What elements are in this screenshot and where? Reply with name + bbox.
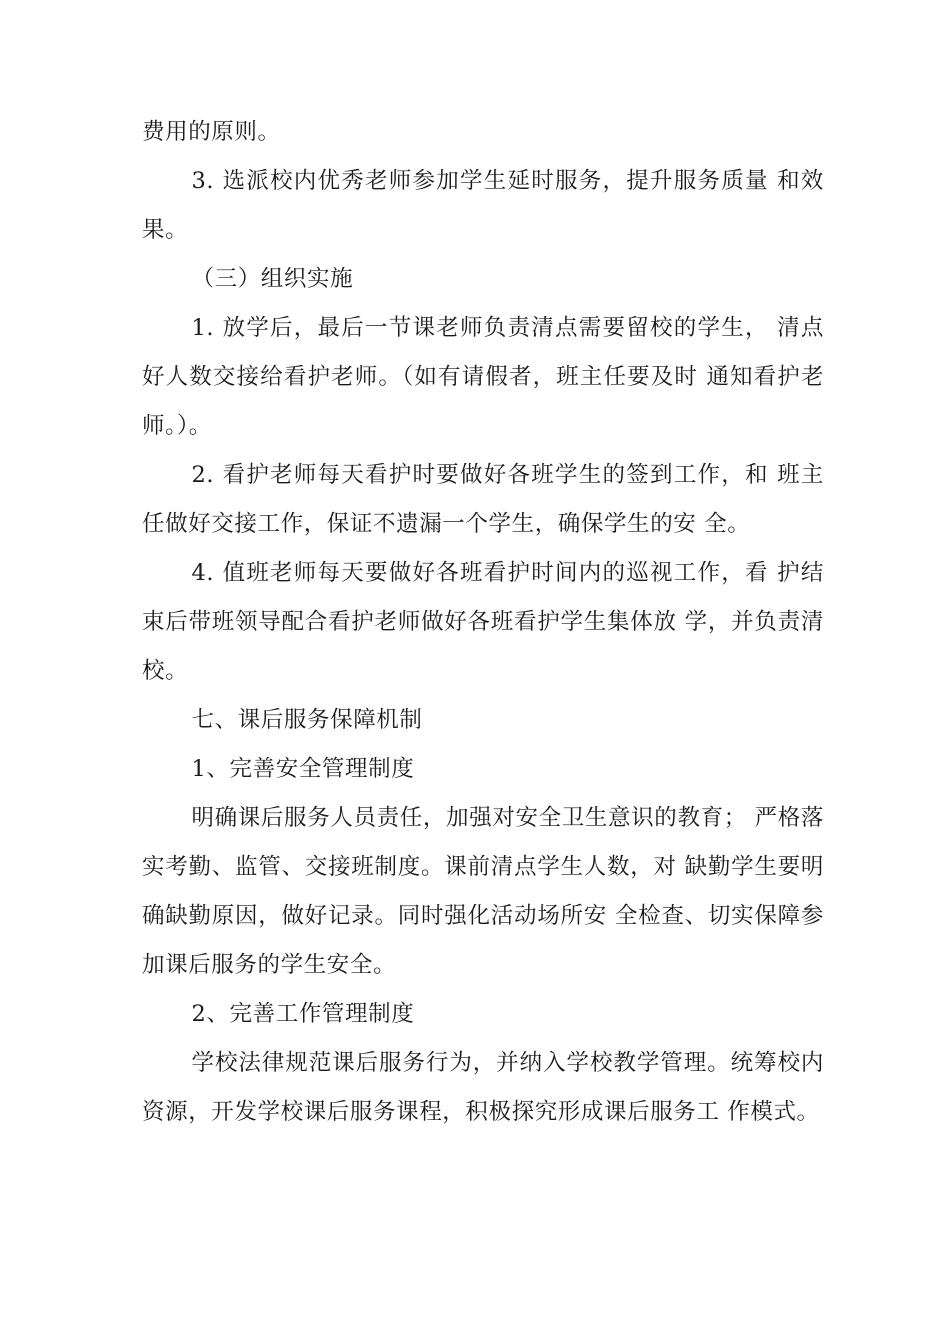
section-heading-organize: （三）组织实施	[191, 266, 354, 292]
subsection-heading-work: 2、完善工作管理制度	[191, 1001, 415, 1027]
paragraph-1: 费用的原则。	[142, 119, 281, 145]
paragraph-7: 学校法律规范课后服务行为，并纳入学校教学管理。统筹校内资源，开发学校课后服务课程，积极探究形成课后服务工 作模式。	[142, 1050, 824, 1125]
paragraph-2: 3. 选派校内优秀老师参加学生延时服务，提升服务质量 和效果。	[142, 168, 824, 243]
paragraph-4: 2. 看护老师每天看护时要做好各班学生的签到工作，和 班主任做好交接工作，保证不遗漏一个学生，确保学生的安 全。	[142, 462, 824, 537]
document-page	[142, 108, 824, 1137]
paragraph-5: 4. 值班老师每天要做好各班看护时间内的巡视工作，看 护结束后带班领导配合看护老师做好各班看护学生集体放 学，并负责清校。	[142, 560, 824, 684]
subsection-heading-safety: 1、完善安全管理制度	[191, 756, 415, 782]
paragraph-6: 明确课后服务人员责任，加强对安全卫生意识的教育； 严格落实考勤、监管、交接班制度。课前清点学生人数，对 缺勤学生要明确缺勤原因，做好记录。同时强化活动场所安 全检查、切实保障参加课后服务的学生安全。	[142, 805, 824, 978]
section-heading-mechanism: 七、课后服务保障机制	[191, 707, 423, 733]
paragraph-3: 1. 放学后，最后一节课老师负责清点需要留校的学生， 清点好人数交接给看护老师。（如有请假者，班主任要及时 通知看护老师。）。	[142, 315, 824, 439]
